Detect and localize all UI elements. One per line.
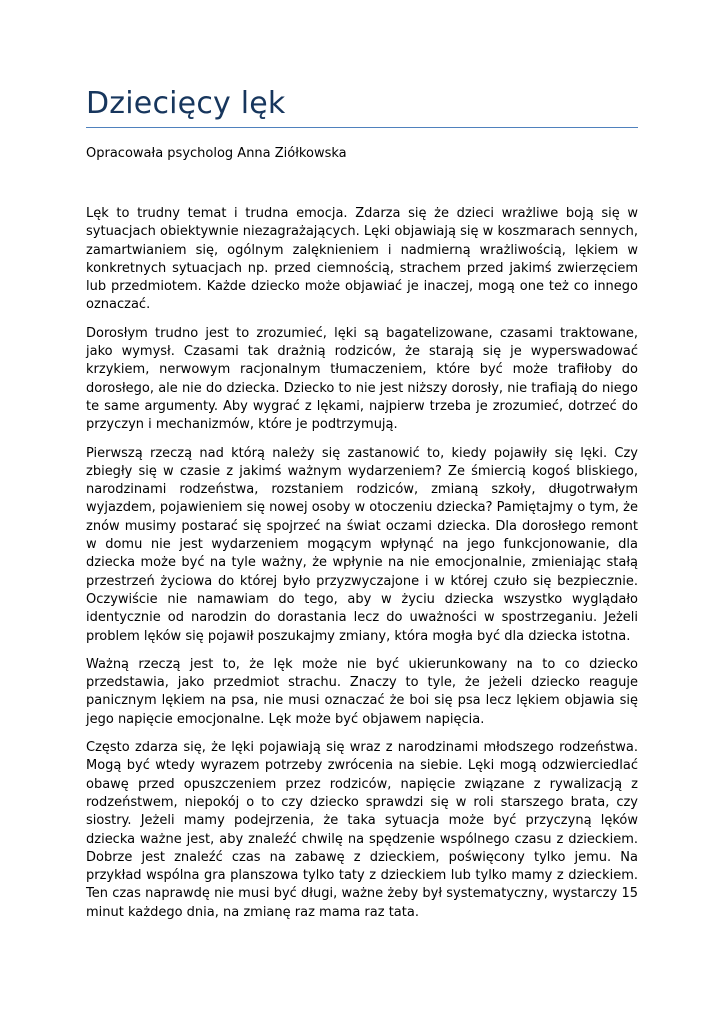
paragraph: Lęk to trudny temat i trudna emocja. Zdarza się że dzieci wrażliwe boją się w sytuacjach obiektywnie niezagrażających. Lęki objawiają się w koszmarach sennych, zamartwianiem się, ogólnym zalęknieniem i nadmierną wrażliwością, lękiem w konkretnych sytuacjach np. przed ciemnością, strachem przed jakimś zwierzęciem lub przedmiotem. Każde dziecko może objawiać je inaczej, mogą one też co innego oznaczać. bbox=[86, 206, 638, 313]
paragraph: Ważną rzeczą jest to, że lęk może nie być ukierunkowany na to co dziecko przedstawia, jako przedmiot strachu. Znaczy to tyle, że jeżeli dziecko reaguje panicznym lękiem na psa, nie musi oznaczać że boi się psa lecz lękiem objawia się jego napięcie emocjonalne. Lęk może być objawem napięcia. bbox=[86, 656, 638, 727]
paragraph: Często zdarza się, że lęki pojawiają się wraz z narodzinami młodszego rodzeństwa. Mogą być wtedy wyrazem potrzeby zwrócenia na siebie. Lęki mogą odzwierciedlać obawę przed opuszczeniem przez rodziców, napięcie związane z rywalizacją z rodzeństwem, niepokój o to czy dziecko sprawdzi się w roli starszego brata, czy siostry. Jeżeli mamy podejrzenia, że taka sytuacja może być przyczyną lęków dziecka ważne jest, aby znaleźć chwilę na spędzenie wspólnego czasu z dzieckiem. Dobrze jest znaleźć czas na zabawę z dzieckiem, poświęcony tylko jemu. Na przykład wspólna gra planszowa tylko taty z dzieckiem lub tylko mamy z dzieckiem. Ten czas naprawdę nie musi być długi, ważne żeby był systematyczny, wystarczy 15 minut każdego dnia, na zmianę raz mama raz tata. bbox=[86, 740, 638, 920]
document-title: Dziecięcy lęk bbox=[86, 86, 286, 121]
paragraph: Dorosłym trudno jest to zrozumieć, lęki są bagatelizowane, czasami traktowane, jako wymysł. Czasami tak drażnią rodziców, że starają się je wyperswadować krzykiem, nerwowym racjonalnym tłumaczeniem, które być może trafiłoby do dorosłego, ale nie do dziecka. Dziecko to nie jest niższy dorosły, nie trafiają do niego te same argumenty. Aby wygrać z lękami, najpierw trzeba je zrozumieć, dotrzeć do przyczyn i mechanizmów, które je podtrzymują. bbox=[86, 325, 638, 433]
paragraph: Pierwszą rzeczą nad którą należy się zastanowić to, kiedy pojawiły się lęki. Czy zbiegły się w czasie z jakimś ważnym wydarzeniem? Ze śmiercią kogoś bliskiego, narodzinami rodzeństwa, rozstaniem rodziców, zmianą szkoły, długotrwałym wyjazdem, pojawieniem się nowej osoby w otoczeniu dziecka? Pamiętajmy o tym, że znów musimy postarać się spojrzeć na świat oczami dziecka. Dla dorosłego remont w domu nie jest wydarzeniem mogącym wpłynąć na jego funkcjonowanie, dla dziecka może być na tyle ważny, że wpłynie na nie emocjonalnie, zmieniając stałą przestrzeń życiowa do której było przyzwyczajone i w której czuło się bezpiecznie. Oczywiście nie namawiam do tego, aby w życiu dziecka wszystko wyglądało identycznie od narodzin do dorastania lecz do uważności w spostrzeganiu. Jeżeli problem lęków się pojawił poszukajmy zmiany, która mogła być dla dziecka istotna. bbox=[86, 445, 638, 644]
author-line: Opracowała psycholog Anna Ziółkowska bbox=[86, 146, 347, 161]
title-underline bbox=[86, 127, 638, 128]
document-body bbox=[86, 205, 638, 922]
